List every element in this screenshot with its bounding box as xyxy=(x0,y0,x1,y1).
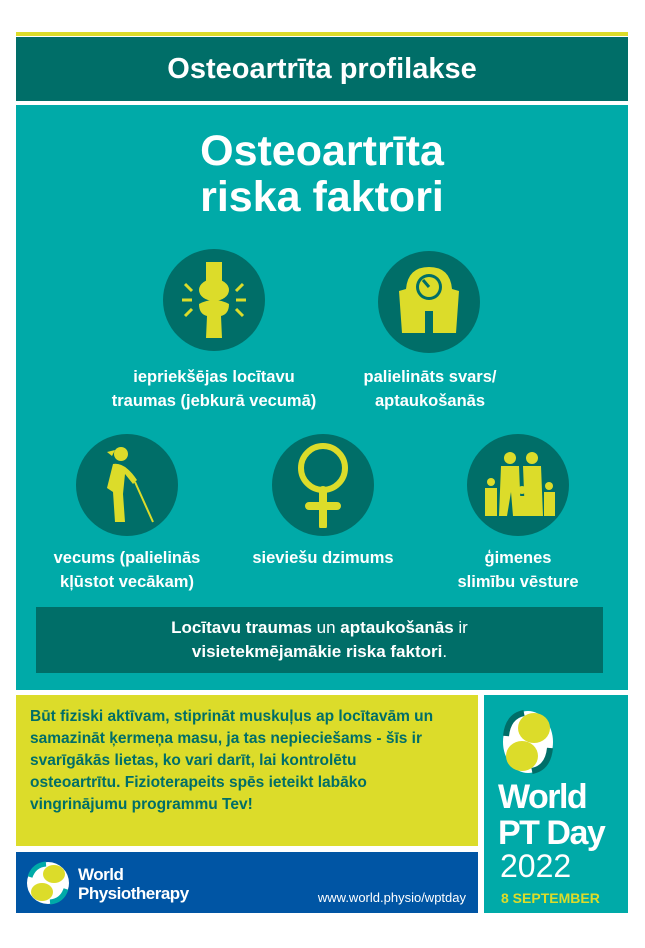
advice-text: Būt fiziski aktīvam, stiprināt muskuļus ap locītavām un samazināt ķermeņa masu, ja tas nepieciešams - šīs ir svarīgākās lietas, ko vari darīt, lai kontrolētu osteoartrītu. Fizioterapeits spēs ieteikt labāko vingrinājumu programmu Tev! xyxy=(30,708,434,813)
page-title xyxy=(16,128,628,220)
header-title: Osteoartrīta profilakse xyxy=(167,52,477,85)
website-link[interactable]: www.world.physio/wptday xyxy=(317,890,466,905)
footer-bar xyxy=(16,852,478,913)
risk-factor-label: vecums (palielinās kļūstot vecākam) xyxy=(53,549,201,591)
knee-joint-icon xyxy=(163,249,265,351)
weight-scale-icon xyxy=(378,251,480,353)
event-year: 2022 xyxy=(500,848,572,884)
event-date: 8 SEPTEMBER xyxy=(501,890,600,906)
world-pt-day-logo-icon xyxy=(502,710,554,774)
family-icon xyxy=(467,434,569,536)
page-header xyxy=(16,37,628,101)
risk-factor-label: ģimenes slimību vēsture xyxy=(457,549,579,591)
key-message-box: Locītavu traumas un aptaukošanās ir visietekmējamākie riska faktori. xyxy=(36,607,603,673)
top-accent-line xyxy=(16,32,628,36)
risk-factor-label: palielināts svars/ aptaukošanās xyxy=(363,368,497,410)
female-symbol-icon xyxy=(272,434,374,536)
risk-factor-label: iepriekšējas locītavu traumas (jebkurā vecumā) xyxy=(111,368,317,410)
world-physiotherapy-logo-icon xyxy=(26,861,70,905)
event-name: World PT Day xyxy=(498,778,605,852)
advice-box xyxy=(16,695,478,846)
elderly-person-icon xyxy=(76,434,178,536)
title-line: Osteoartrīta xyxy=(200,127,444,175)
world-pt-day-panel xyxy=(484,695,628,913)
risk-factor-label: sieviešu dzimums xyxy=(252,549,394,567)
title-line: riska faktori xyxy=(200,173,444,221)
org-name: World Physiotherapy xyxy=(78,865,189,903)
